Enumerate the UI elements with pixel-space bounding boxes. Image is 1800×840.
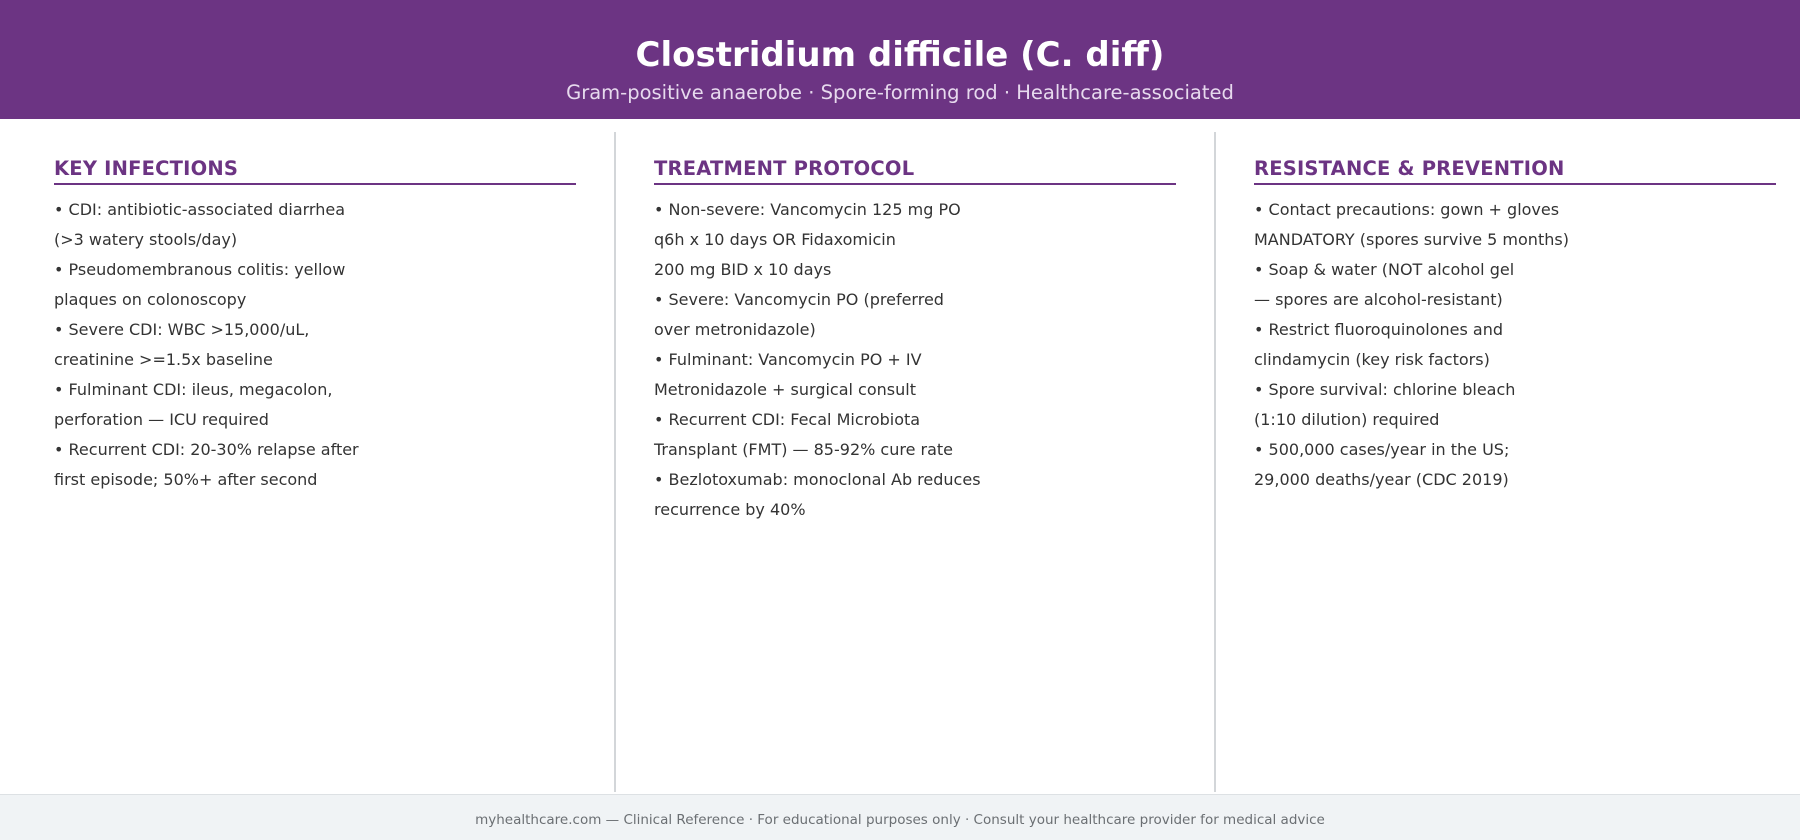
key-infections-heading: KEY INFECTIONS [54, 155, 576, 185]
resistance-prevention-heading: RESISTANCE & PREVENTION [1254, 155, 1776, 185]
list-item: • Fulminant: Vancomycin PO + IV Metronidazole + surgical consult [654, 350, 922, 399]
treatment-protocol-column [654, 155, 1176, 525]
list-item: • Contact precautions: gown + gloves MANDATORY (spores survive 5 months) [1254, 200, 1569, 249]
list-item: • 500,000 cases/year in the US; 29,000 deaths/year (CDC 2019) [1254, 440, 1510, 489]
page-footer [0, 794, 1800, 840]
list-item: • Bezlotoxumab: monoclonal Ab reduces recurrence by 40% [654, 470, 981, 519]
list-item: • Recurrent CDI: Fecal Microbiota Transplant (FMT) — 85-92% cure rate [654, 410, 953, 459]
page-header [0, 0, 1800, 119]
list-item: • Pseudomembranous colitis: yellow plaques on colonoscopy [54, 260, 346, 309]
column-divider [1214, 132, 1216, 792]
resistance-prevention-list [1254, 195, 1776, 495]
page-title: Clostridium difficile (C. diff) [635, 35, 1165, 75]
list-item: • Non-severe: Vancomycin 125 mg PO q6h x 10 days OR Fidaxomicin 200 mg BID x 10 days [654, 200, 961, 279]
list-item: • Recurrent CDI: 20-30% relapse after first episode; 50%+ after second [54, 440, 359, 489]
list-item: • Severe CDI: WBC >15,000/uL, creatinine >=1.5x baseline [54, 320, 310, 369]
key-infections-column [54, 155, 576, 495]
list-item: • Spore survival: chlorine bleach (1:10 dilution) required [1254, 380, 1516, 429]
list-item: • Restrict fluoroquinolones and clindamycin (key risk factors) [1254, 320, 1503, 369]
treatment-protocol-heading: TREATMENT PROTOCOL [654, 155, 1176, 185]
treatment-protocol-list [654, 195, 1176, 525]
list-item: • Soap & water (NOT alcohol gel — spores are alcohol-resistant) [1254, 260, 1515, 309]
resistance-prevention-column [1254, 155, 1776, 495]
list-item: • Severe: Vancomycin PO (preferred over metronidazole) [654, 290, 944, 339]
list-item: • CDI: antibiotic-associated diarrhea (>3 watery stools/day) [54, 200, 346, 249]
list-item: • Fulminant CDI: ileus, megacolon, perforation — ICU required [54, 380, 333, 429]
footer-disclaimer: myhealthcare.com — Clinical Reference · For educational purposes only · Consult your healthcare provider for medical advice [475, 812, 1325, 828]
page-subtitle: Gram-positive anaerobe · Spore-forming rod · Healthcare-associated [566, 81, 1234, 104]
column-divider [614, 132, 616, 792]
key-infections-list [54, 195, 576, 495]
